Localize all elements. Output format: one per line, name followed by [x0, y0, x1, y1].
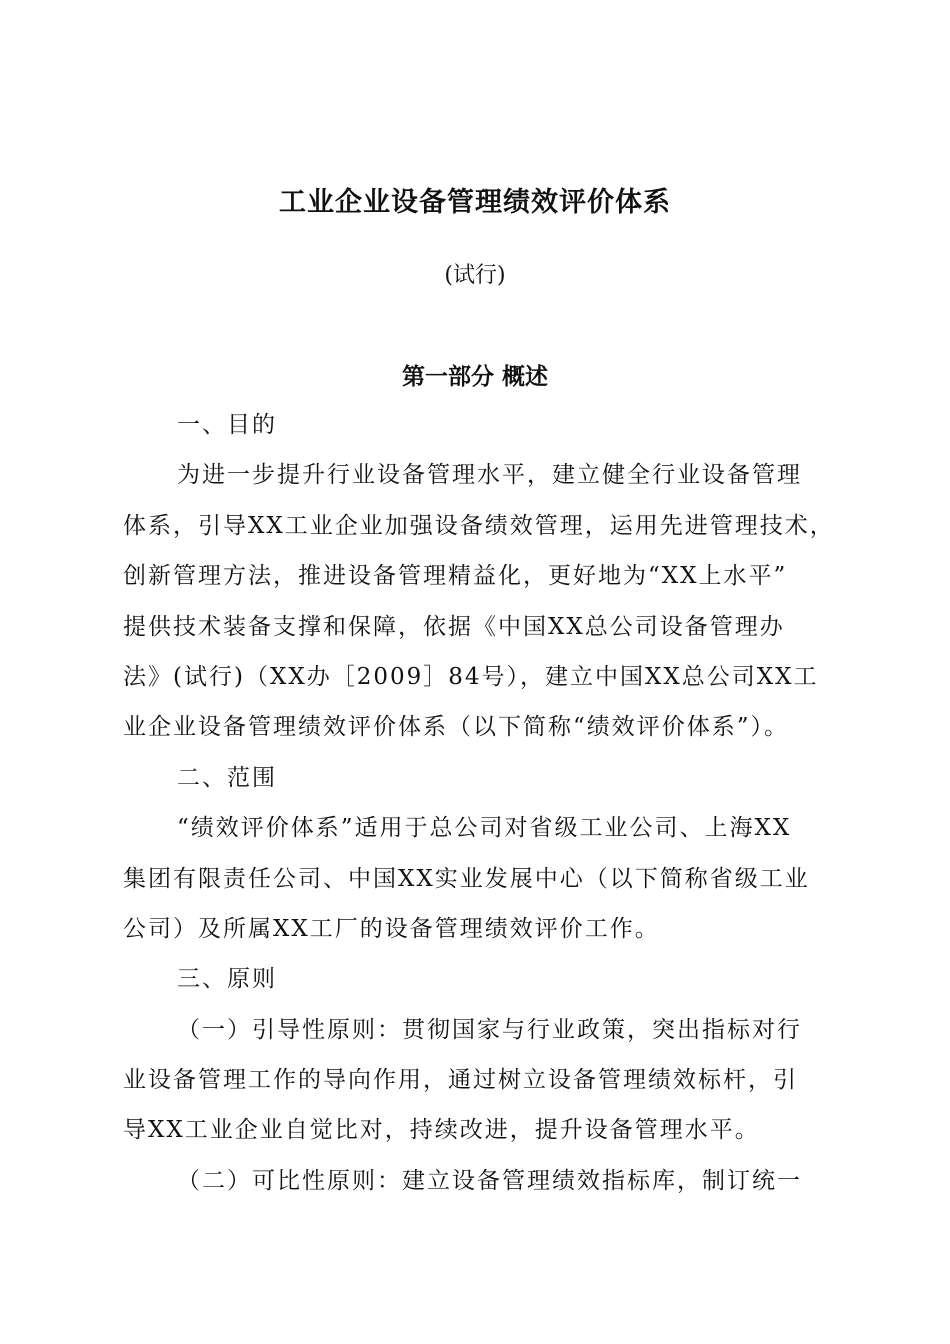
paragraph-line: 公司）及所属XX工厂的设备管理绩效评价工作。 [123, 915, 660, 942]
document-body [123, 400, 835, 1206]
paragraph-line: （二）可比性原则：建立设备管理绩效指标库，制订统一 [177, 1167, 802, 1194]
paragraph-line: 业企业设备管理绩效评价体系（以下简称“绩效评价体系”）。 [123, 714, 790, 741]
paragraph-line: 提供技术装备支撑和保障，依据《中国XX总公司设备管理办 [123, 613, 785, 640]
paragraph-line: 业设备管理工作的导向作用，通过树立设备管理绩效标杆，引 [123, 1067, 798, 1094]
section-heading-principles: 三、原则 [177, 966, 277, 993]
paragraph-line: 集团有限责任公司、中国XX实业发展中心（以下简称省级工业 [123, 865, 810, 892]
document-title: 工业企业设备管理绩效评价体系 [279, 187, 671, 218]
paragraph-line: 体系，引导XX工业企业加强设备绩效管理，运用先进管理技术， [123, 512, 835, 539]
paragraph-line: 创新管理方法，推进设备管理精益化，更好地为“XX上水平” [123, 563, 788, 590]
document-subtitle: (试行) [444, 263, 506, 288]
paragraph-line: （一）引导性原则：贯彻国家与行业政策，突出指标对行 [177, 1016, 802, 1043]
section-heading-scope: 二、范围 [177, 764, 277, 791]
paragraph-line: 导XX工业企业自觉比对，持续改进，提升设备管理水平。 [123, 1117, 760, 1144]
paragraph-line: 为进一步提升行业设备管理水平，建立健全行业设备管理 [177, 462, 802, 489]
part-heading: 第一部分 概述 [401, 364, 548, 390]
paragraph-line: “绩效评价体系”适用于总公司对省级工业公司、上海XX [177, 815, 792, 842]
section-heading-purpose: 一、目的 [177, 412, 277, 438]
paragraph-line: 法》(试行)（XX办［2009］84号），建立中国XX总公司XX工 [123, 663, 819, 690]
